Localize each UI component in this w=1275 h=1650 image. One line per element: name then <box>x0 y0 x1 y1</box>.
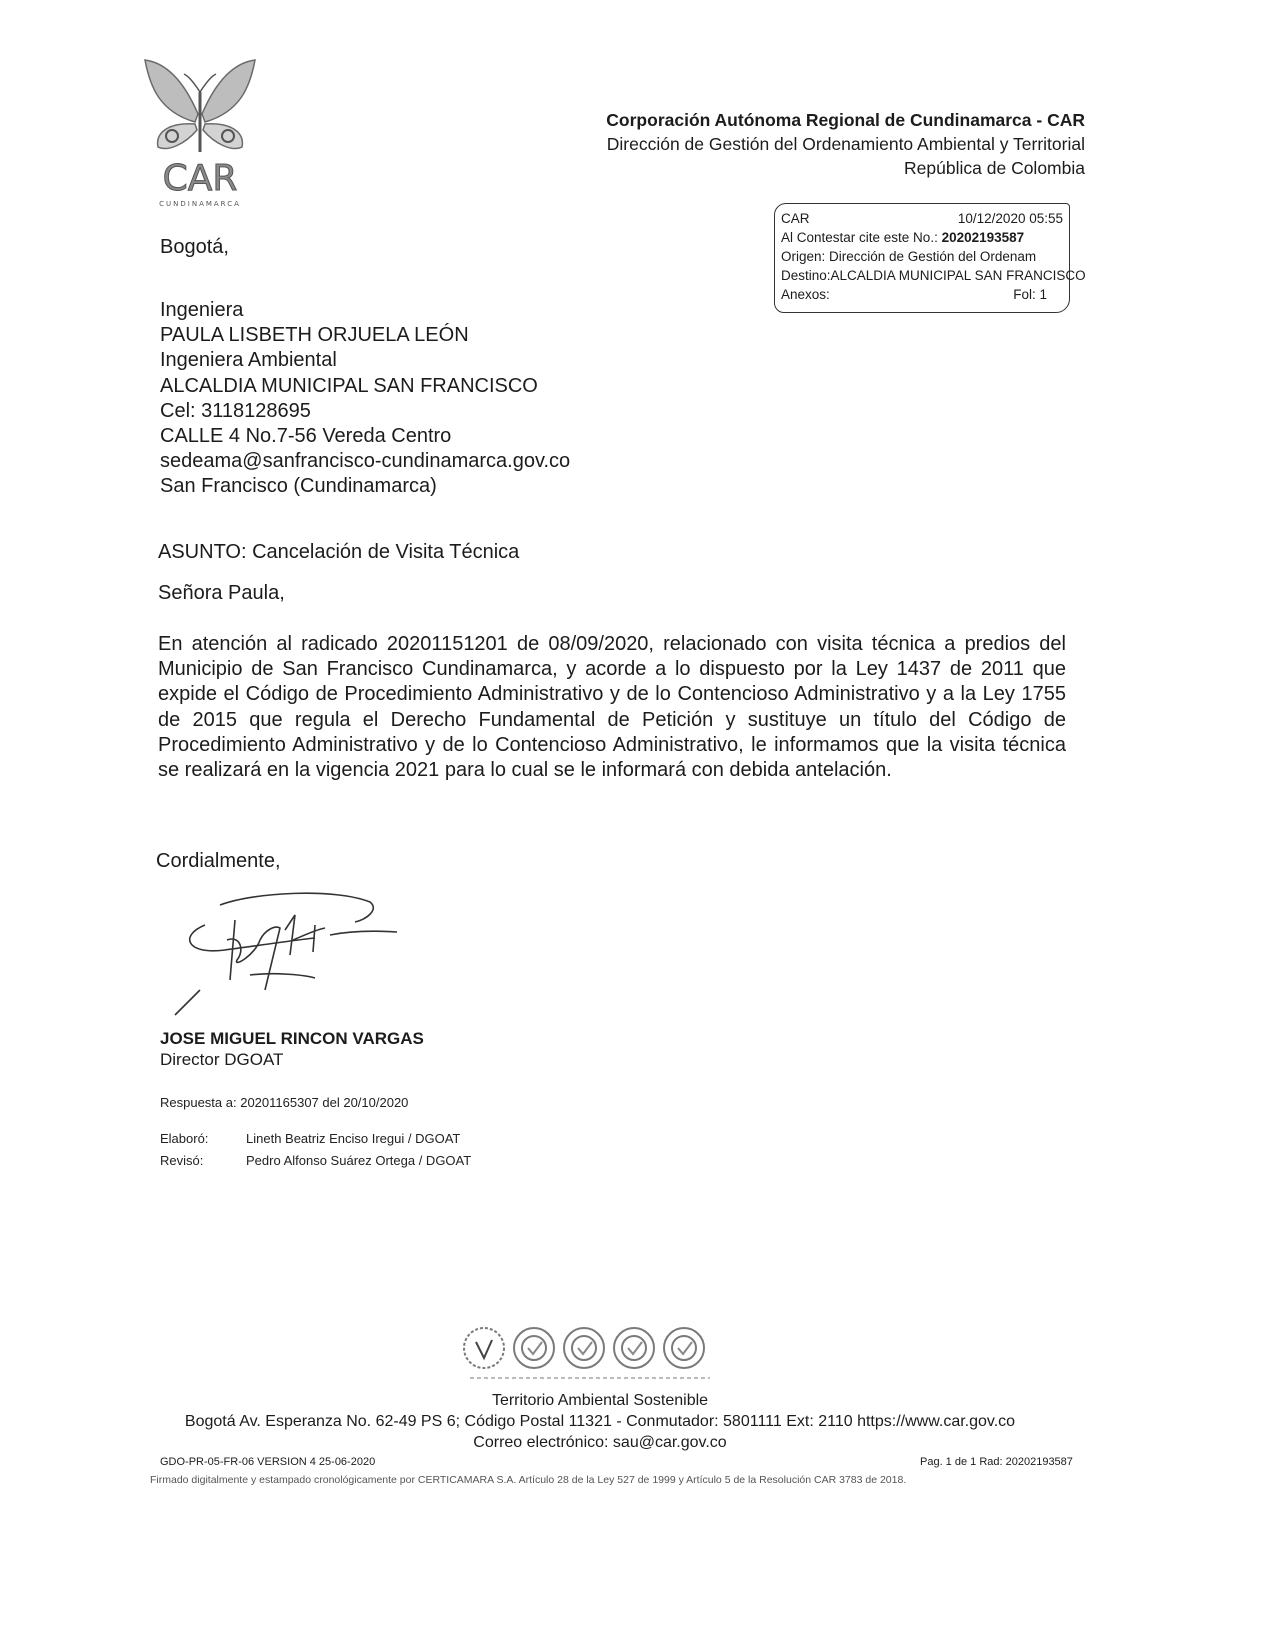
stamp-cite-number: 20202193587 <box>941 230 1025 245</box>
filing-stamp <box>774 203 1086 313</box>
footer-block <box>0 1390 1200 1453</box>
salutation: Señora Paula, <box>158 582 285 604</box>
stamp-cite-label: Al Contestar cite este No.: <box>781 230 938 245</box>
response-reference: Respuesta a: 20201165307 del 20/10/2020 <box>160 1095 409 1110</box>
signer-block <box>160 1028 424 1070</box>
footer-email: Correo electrónico: sau@car.gov.co <box>473 1434 727 1451</box>
org-name: Corporación Autónoma Regional de Cundinamarca - CAR <box>606 110 1085 130</box>
butterfly-logo-icon <box>140 52 260 210</box>
reviewed-label: Revisó: <box>160 1153 204 1168</box>
closing: Cordialmente, <box>156 850 281 872</box>
letter-body: En atención al radicado 20201151201 de 08/09/2020, relacionado con visita técnica a predios del Municipio de San Francisco Cundinamarca, y acorde a lo dispuesto por la Ley 1437 de 2011 que expide el Código de Procedimiento Administrativo y de lo Contencioso Administrativo y a la Ley 1755 de 2015 que regula el Derecho Fundamental de Petición y sustituye un título del Código de Procedimiento Administrativo y de lo Contencioso Administrativo, le informamos que la visita técnica se realizará en la vigencia 2021 para lo cual se le informará con debida antelación. <box>158 633 1066 782</box>
footer-address: Bogotá Av. Esperanza No. 62-49 PS 6; Código Postal 11321 - Conmutador: 5801111 Ext: 2110 https://www.car.gov.co <box>184 1413 1016 1430</box>
recipient-location: San Francisco (Cundinamarca) <box>160 475 437 498</box>
digital-signature-note: Firmado digitalmente y estampado cronológicamente por CERTICAMARA S.A. Artículo 28 de la Ley 527 de 1999 y Artículo 5 de la Resolución CAR 3783 de 2018. <box>150 1474 907 1486</box>
handwritten-signature <box>165 880 415 1020</box>
reviewed-value: Pedro Alfonso Suárez Ortega / DGOAT <box>246 1153 472 1168</box>
city-line: Bogotá, <box>160 236 229 258</box>
form-code: GDO-PR-05-FR-06 VERSION 4 25-06-2020 <box>160 1456 376 1468</box>
svg-text:CUNDINAMARCA: CUNDINAMARCA <box>159 200 241 208</box>
stamp-folios: Fol: 1 <box>1013 287 1047 302</box>
recipient-email: sedeama@sanfrancisco-cundinamarca.gov.co <box>160 450 571 473</box>
recipient-position: Ingeniera Ambiental <box>160 349 337 372</box>
recipient-title: Ingeniera <box>160 299 244 321</box>
signature-icon <box>165 880 415 1020</box>
recipient-entity: ALCALDIA MUNICIPAL SAN FRANCISCO <box>160 374 538 397</box>
signer-position: Director DGOAT <box>160 1050 284 1069</box>
stamp-annexes: Anexos: <box>781 287 830 302</box>
certification-seals-icon <box>460 1320 720 1384</box>
recipient-phone: Cel: 3118128695 <box>160 399 311 422</box>
page-info: Pag. 1 de 1 Rad: 20202193587 <box>920 1456 1073 1468</box>
org-country: República de Colombia <box>904 158 1085 178</box>
certification-badges <box>460 1320 720 1384</box>
org-direction: Dirección de Gestión del Ordenamiento Ambiental y Territorial <box>606 134 1085 154</box>
signer-name: JOSE MIGUEL RINCON VARGAS <box>160 1029 424 1048</box>
subject-line: ASUNTO: Cancelación de Visita Técnica <box>158 541 520 563</box>
prepared-label: Elaboró: <box>160 1131 209 1146</box>
prepared-value: Lineth Beatriz Enciso Iregui / DGOAT <box>246 1131 461 1146</box>
stamp-datetime: 10/12/2020 05:55 <box>957 211 1063 226</box>
stamp-entity: CAR <box>781 211 810 226</box>
org-header <box>606 108 1085 180</box>
svg-text:CAR: CAR <box>162 158 238 199</box>
car-logo <box>140 52 260 210</box>
recipient-block <box>160 298 570 500</box>
stamp-origin: Origen: Dirección de Gestión del Ordenam <box>781 249 1037 264</box>
recipient-name: PAULA LISBETH ORJUELA LEÓN <box>160 324 469 347</box>
recipient-address: CALLE 4 No.7-56 Vereda Centro <box>160 425 452 448</box>
authorship-block <box>160 1128 471 1172</box>
stamp-destination: Destino:ALCALDIA MUNICIPAL SAN FRANCISCO <box>781 268 1086 283</box>
footer-tagline: Territorio Ambiental Sostenible <box>491 1392 709 1409</box>
